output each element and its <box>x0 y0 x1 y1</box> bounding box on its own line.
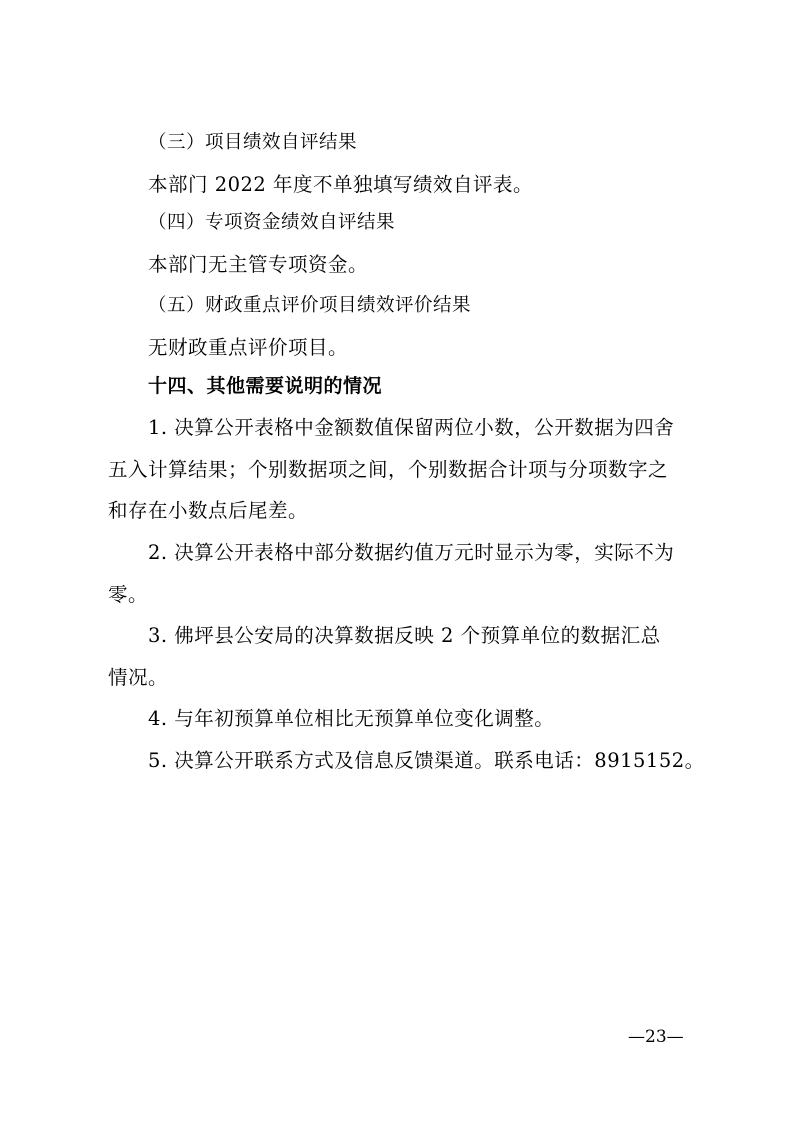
item-3-line-1: 3. 佛坪县公安局的决算数据反映 2 个预算单位的数据汇总 <box>148 624 661 647</box>
section-5-title: （五）财政重点评价项目绩效评价结果 <box>148 295 472 316</box>
item-1-line-2: 五入计算结果；个别数据项之间，个别数据合计项与分项数字之 <box>108 458 669 481</box>
section-5-body: 无财政重点评价项目。 <box>148 336 349 359</box>
section-4-body: 本部门无主管专项资金。 <box>148 253 369 276</box>
page-number: —23— <box>628 1027 684 1047</box>
section-4-title: （四）专项资金绩效自评结果 <box>148 212 396 233</box>
item-1-line-3: 和存在小数点后尾差。 <box>108 499 309 522</box>
item-4-line-1: 4. 与年初预算单位相比无预算单位变化调整。 <box>148 707 555 730</box>
item-2-line-2: 零。 <box>108 583 149 606</box>
section-14-heading: 十四、其他需要说明的情况 <box>148 375 383 397</box>
item-1-line-1: 1. 决算公开表格中金额数值保留两位小数，公开数据为四舍 <box>148 416 675 439</box>
item-5-line-1: 5. 决算公开联系方式及信息反馈渠道。联系电话：8915152。 <box>148 749 705 772</box>
item-3-line-2: 情况。 <box>108 666 169 689</box>
section-3-body: 本部门 2022 年度不单独填写绩效自评表。 <box>148 173 534 196</box>
section-3-title: （三）项目绩效自评结果 <box>148 132 358 153</box>
item-2-line-1: 2. 决算公开表格中部分数据约值万元时显示为零，实际不为 <box>148 541 675 564</box>
